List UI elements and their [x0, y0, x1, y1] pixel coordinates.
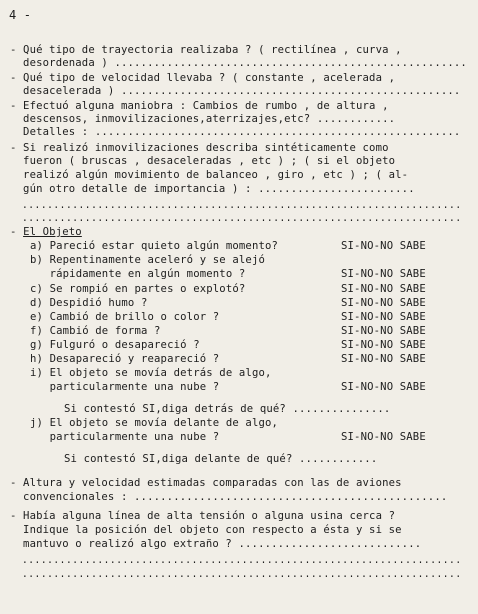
objeto-item-j-followup: Si contestó SI,diga delante de qué? ............	[64, 453, 378, 465]
q6-line-1: - Había alguna línea de alta tensión o alguna usina cerca ?	[10, 510, 396, 522]
q6-line-3: mantuvo o realizó algo extraño ? ............................	[10, 538, 422, 550]
objeto-item-a-answer: SI-NO-NO SABE	[341, 240, 426, 252]
objeto-heading-text: El Objeto	[23, 226, 82, 238]
q2-line-2: desacelerada ) ....................................................	[10, 85, 461, 97]
q6-answer-line-1: ......................................................................	[22, 554, 462, 566]
objeto-item-i-line-1: i) El objeto se movía detrás de algo,	[30, 367, 272, 379]
q4-line-2: fueron ( bruscas , desaceleradas , etc ) ; ( si el objeto	[10, 155, 396, 167]
q6-line-2: Indique la posición del objeto con respecto a ésta y si se	[10, 524, 402, 536]
objeto-item-e-answer: SI-NO-NO SABE	[341, 311, 426, 323]
objeto-heading: - El Objeto	[10, 226, 82, 238]
objeto-item-i-followup: Si contestó SI,diga detrás de qué? ...............	[64, 403, 391, 415]
q2-line-1: - Qué tipo de velocidad llevaba ? ( constante , acelerada ,	[10, 72, 396, 84]
q6-answer-line-2: ......................................................................	[22, 568, 462, 580]
objeto-item-e: e) Cambió de brillo o color ?	[30, 311, 220, 323]
objeto-item-f-answer: SI-NO-NO SABE	[341, 325, 426, 337]
objeto-item-h: h) Desapareció y reapareció ?	[30, 353, 220, 365]
objeto-item-b-line-2: rápidamente en algún momento ?	[30, 268, 246, 280]
q3-line-1: - Efectuó alguna maniobra : Cambios de rumbo , de altura ,	[10, 100, 389, 112]
objeto-item-h-answer: SI-NO-NO SABE	[341, 353, 426, 365]
q5-line-1: - Altura y velocidad estimadas comparadas con las de aviones	[10, 477, 402, 489]
objeto-item-c-answer: SI-NO-NO SABE	[341, 283, 426, 295]
q4-answer-line-2: ......................................................................	[22, 212, 462, 224]
objeto-item-a: a) Pareció estar quieto algún momento?	[30, 240, 279, 252]
q1-line-2: desordenada ) ......................................................	[10, 57, 467, 69]
q3-line-2: descensos, inmovilizaciones,aterrizajes,etc? ............	[10, 113, 396, 125]
q4-answer-line-1: ......................................................................	[22, 199, 462, 211]
q3-line-3: Detalles : ........................................................	[10, 126, 461, 138]
objeto-item-j-line-1: j) El objeto se movía delante de algo,	[30, 417, 279, 429]
objeto-item-g-answer: SI-NO-NO SABE	[341, 339, 426, 351]
objeto-item-b-line-1: b) Repentinamente aceleró y se alejó	[30, 254, 266, 266]
objeto-item-c: c) Se rompió en partes o explotó?	[30, 283, 246, 295]
objeto-item-d: d) Despidió humo ?	[30, 297, 148, 309]
objeto-item-d-answer: SI-NO-NO SABE	[341, 297, 426, 309]
objeto-item-g: g) Fulguró o desapareció ?	[30, 339, 200, 351]
q5-line-2: convencionales : ................................................	[10, 491, 448, 503]
objeto-item-i-answer: SI-NO-NO SABE	[341, 381, 426, 393]
objeto-item-f: f) Cambió de forma ?	[30, 325, 161, 337]
q4-line-3: realizó algún movimiento de balanceo , giro , etc ) ; ( al-	[10, 169, 409, 181]
objeto-item-i-line-2: particularmente una nube ?	[30, 381, 220, 393]
objeto-item-j-answer: SI-NO-NO SABE	[341, 431, 426, 443]
q4-line-1: - Si realizó inmovilizaciones describa sintéticamente como	[10, 142, 389, 154]
objeto-item-j-line-2: particularmente una nube ?	[30, 431, 220, 443]
q1-line-1: - Qué tipo de trayectoria realizaba ? ( rectilínea , curva ,	[10, 44, 402, 56]
objeto-item-b-answer: SI-NO-NO SABE	[341, 268, 426, 280]
q4-line-4: gún otro detalle de importancia ) : ........................	[10, 183, 415, 195]
page-number: 4 -	[9, 8, 32, 22]
